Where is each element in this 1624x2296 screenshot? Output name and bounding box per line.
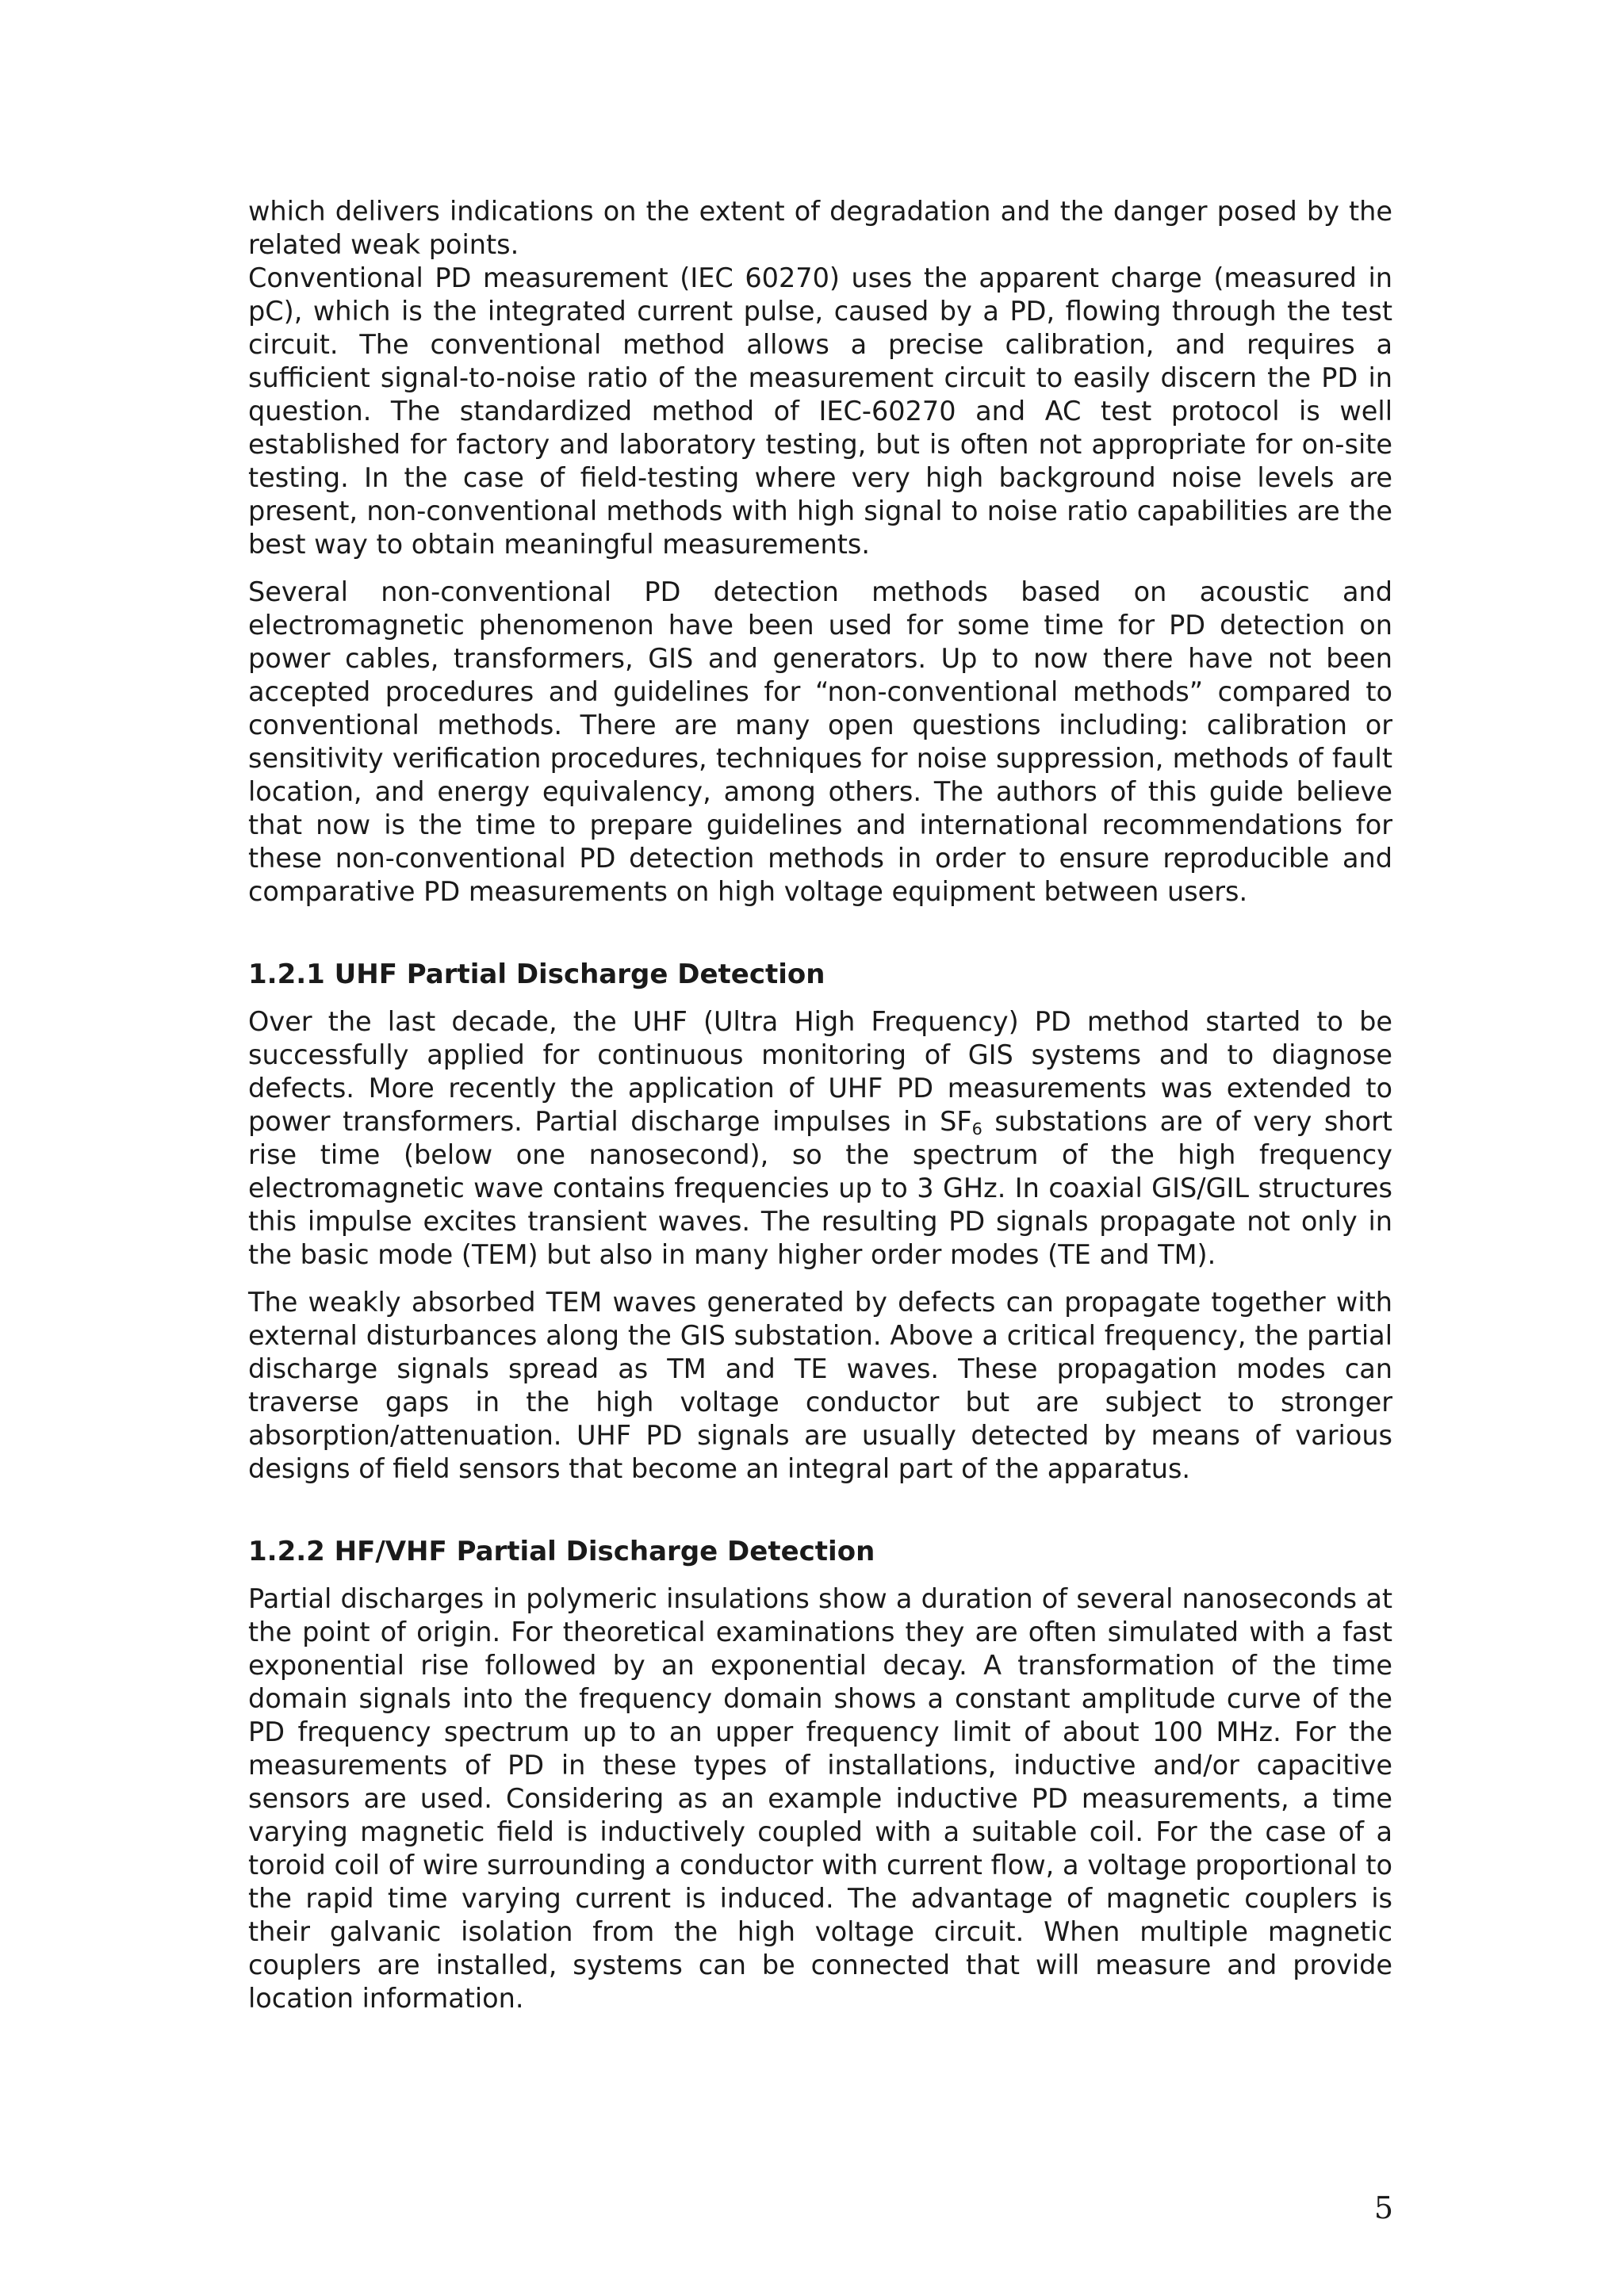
paragraph-continuation — [248, 195, 1392, 262]
sf6-subscript: 6 — [971, 1119, 982, 1139]
paragraph-conventional-pd: Conventional PD measurement (IEC 60270) uses the apparent charge (measured in pC), which is the integrated current pulse, caused by a PD, flowing through the test circuit. The conventional method allows a precise calibration, and requires a sufficient signal-to-noise ratio of the measurement circuit to easily discern the PD in question. The standardized method of IEC-60270 and AC test protocol is well established for factory and laboratory testing, but is often not appropriate for on-site testing. In the case of field-testing where very high background noise levels are present, non-conventional methods with high signal to noise ratio capabilities are the best way to obtain meaningful measurements. — [248, 262, 1392, 560]
page-body — [248, 195, 1392, 2015]
paragraph-non-conventional-pd: Several non-conventional PD detection methods based on acoustic and electromagnetic phenomenon have been used for some time for PD detection on power cables, transformers, GIS and generators. Up to now there have not been accepted procedures and guidelines for “non-conventional methods” compared to conventional methods. There are many open questions including: calibration or sensitivity verification procedures, techniques for noise suppression, methods of fault location, and energy equivalency, among others. The authors of this guide believe that now is the time to prepare guidelines and international recommendations for these non-conventional PD detection methods in order to ensure reproducible and comparative PD measurements on high voltage equipment between users. — [248, 576, 1392, 907]
paragraph-uhf-text-part2: substations are of very short rise time (below one nanosecond), so the spectrum of the high frequency electromagnetic wave contains frequencies up to 3 GHz. In coaxial GIS/GIL structures this impulse excites transient waves. The resulting PD signals propagate not only in the basic mode (TEM) but also in many higher order modes (TE and TM). — [248, 1106, 1392, 1270]
paragraph-hf-vhf: Partial discharges in polymeric insulations show a duration of several nanoseconds at the point of origin. For theoretical examinations they are often simulated with a fast exponential rise followed by an exponential decay. A transformation of the time domain signals into the frequency domain shows a constant amplitude curve of the PD frequency spectrum up to an upper frequency limit of about 100 MHz. For the measurements of PD in these types of installations, inductive and/or capacitive sensors are used. Considering as an example inductive PD measurements, a time varying magnetic field is inductively coupled with a suitable coil. For the case of a toroid coil of wire surrounding a conductor with current flow, a voltage proportional to the rapid time varying current is induced. The advantage of magnetic couplers is their galvanic isolation from the high voltage circuit. When multiple magnetic couplers are installed, systems can be connected that will measure and provide location information. — [248, 1583, 1392, 2014]
paragraph-uhf-propagation: The weakly absorbed TEM waves generated by defects can propagate together with external disturbances along the GIS substation. Above a critical frequency, the partial discharge signals spread as TM and TE waves. These propagation modes can traverse gaps in the high voltage conductor but are subject to stronger absorption/attenuation. UHF PD signals are usually detected by means of various designs of field sensors that become an integral part of the apparatus. — [248, 1287, 1392, 1484]
section-heading-hf-vhf: 1.2.2 HF/VHF Partial Discharge Detection — [248, 1536, 875, 1567]
paragraph-uhf-overview — [248, 1005, 1392, 1272]
section-heading-uhf: 1.2.1 UHF Partial Discharge Detection — [248, 959, 825, 990]
paragraph-continuation-text: which delivers indications on the extent of degradation and the danger posed by the related weak points. — [248, 196, 1392, 260]
page-number: 5 — [1373, 2191, 1393, 2225]
paragraph-uhf-text-part1: Over the last decade, the UHF (Ultra High Frequency) PD method started to be successfully applied for continuous monitoring of GIS systems and to diagnose defects. More recently the application of UHF PD measurements was extended to power transformers. Partial discharge impulses in SF — [248, 1006, 1392, 1137]
